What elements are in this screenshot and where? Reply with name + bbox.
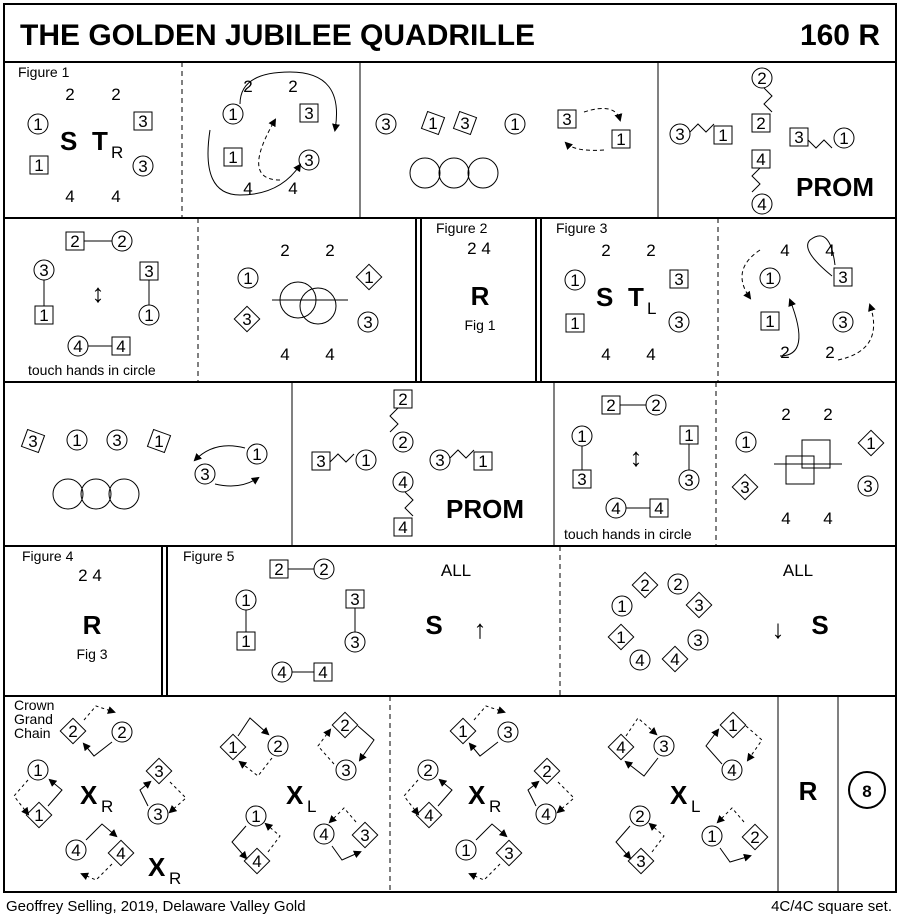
svg-text:1: 1: [718, 126, 728, 145]
svg-text:4: 4: [319, 825, 329, 844]
svg-text:1: 1: [684, 426, 694, 445]
svg-text:1: 1: [144, 306, 154, 325]
svg-text:1: 1: [510, 115, 520, 134]
svg-text:4: 4: [277, 663, 287, 682]
svg-text:4: 4: [424, 806, 434, 825]
svg-text:2: 2: [288, 77, 298, 96]
svg-text:3: 3: [28, 432, 38, 451]
svg-text:2: 2: [780, 343, 790, 362]
svg-text:4: 4: [325, 345, 335, 364]
svg-text:L: L: [307, 797, 317, 816]
svg-text:1: 1: [251, 807, 261, 826]
figure-3-label: Figure 3: [556, 220, 608, 236]
svg-text:1: 1: [478, 452, 488, 471]
svg-text:1: 1: [33, 761, 43, 780]
svg-text:2: 2: [325, 241, 335, 260]
svg-text:2: 2: [68, 722, 78, 741]
svg-text:4: 4: [116, 337, 126, 356]
svg-text:S: S: [811, 610, 829, 640]
svg-text:S: S: [596, 282, 614, 312]
svg-text:2: 2: [111, 85, 121, 104]
svg-text:4: 4: [398, 473, 408, 492]
svg-text:4: 4: [670, 650, 680, 669]
svg-text:1: 1: [765, 269, 775, 288]
svg-text:1: 1: [33, 115, 43, 134]
svg-text:4: 4: [73, 337, 83, 356]
crown-label-line-2: Grand: [14, 711, 53, 727]
svg-text:3: 3: [304, 104, 314, 123]
svg-text:1: 1: [228, 738, 238, 757]
svg-text:3: 3: [350, 590, 360, 609]
svg-text:1: 1: [570, 314, 580, 333]
svg-text:T: T: [628, 282, 644, 312]
svg-text:1: 1: [866, 434, 876, 453]
svg-text:↓: ↓: [771, 614, 785, 644]
footer-credit: Geoffrey Selling, 2019, Delaware Valley Gold: [6, 898, 306, 915]
all-label-2: ALL: [782, 561, 814, 580]
svg-text:3: 3: [381, 115, 391, 134]
svg-text:↕: ↕: [91, 278, 105, 308]
svg-text:1: 1: [241, 632, 251, 651]
row-5: [14, 696, 885, 892]
svg-text:4: 4: [757, 195, 767, 214]
svg-text:1: 1: [728, 716, 738, 735]
svg-text:1: 1: [839, 129, 849, 148]
svg-text:4: 4: [727, 761, 737, 780]
footer-formation: 4C/4C square set.: [771, 898, 892, 915]
svg-text:2: 2: [542, 762, 552, 781]
svg-text:4: 4: [780, 241, 790, 260]
svg-text:3: 3: [460, 114, 470, 133]
svg-text:R: R: [101, 797, 114, 816]
svg-text:2: 2: [117, 232, 127, 251]
figure-4-label: Figure 4: [22, 548, 74, 564]
svg-text:3: 3: [838, 268, 848, 287]
svg-text:X: X: [468, 780, 486, 810]
svg-text:2: 2: [243, 77, 253, 96]
svg-text:1: 1: [461, 841, 471, 860]
svg-text:2: 2: [319, 560, 329, 579]
svg-text:S: S: [425, 610, 443, 640]
crown-label-line-1: Crown: [14, 697, 55, 713]
svg-text:L: L: [647, 299, 657, 318]
svg-text:2: 2: [70, 232, 80, 251]
svg-text:2: 2: [117, 723, 127, 742]
svg-text:4: 4: [280, 345, 290, 364]
svg-text:3: 3: [153, 805, 163, 824]
svg-text:4: 4: [823, 509, 833, 528]
touch-hands-label-1: touch hands in circle: [28, 362, 156, 378]
step-s: S: [60, 126, 78, 156]
svg-text:1: 1: [252, 445, 262, 464]
svg-text:3: 3: [154, 762, 164, 781]
svg-text:X: X: [80, 780, 98, 810]
svg-text:1: 1: [34, 806, 44, 825]
svg-text:3: 3: [684, 471, 694, 490]
svg-text:4: 4: [318, 663, 328, 682]
svg-text:2: 2: [398, 390, 408, 409]
svg-text:3: 3: [200, 465, 210, 484]
svg-text:X: X: [286, 780, 304, 810]
svg-text:4: 4: [654, 499, 664, 518]
svg-text:3: 3: [316, 452, 326, 471]
svg-text:2: 2: [750, 828, 760, 847]
svg-text:X: X: [148, 852, 166, 882]
svg-text:3: 3: [138, 157, 148, 176]
svg-text:4: 4: [635, 651, 645, 670]
svg-text:R: R: [111, 143, 124, 162]
svg-text:2: 2: [635, 807, 645, 826]
svg-text:1: 1: [570, 271, 580, 290]
svg-text:4: 4: [646, 345, 656, 364]
svg-text:Fig 1: Fig 1: [464, 317, 496, 333]
svg-text:R: R: [489, 797, 502, 816]
svg-text:4: 4: [243, 179, 253, 198]
svg-text:4: 4: [781, 509, 791, 528]
svg-text:2: 2: [673, 575, 683, 594]
svg-text:1: 1: [34, 156, 44, 175]
step-t: T: [92, 126, 108, 156]
svg-text:2: 2: [423, 761, 433, 780]
svg-text:3: 3: [363, 313, 373, 332]
svg-text:1: 1: [228, 105, 238, 124]
figure-2-label: Figure 2: [436, 220, 488, 236]
svg-text:3: 3: [304, 151, 314, 170]
svg-text:4: 4: [616, 738, 626, 757]
svg-text:2: 2: [757, 69, 767, 88]
svg-text:3: 3: [740, 478, 750, 497]
svg-text:3: 3: [39, 261, 49, 280]
svg-text:R: R: [169, 869, 182, 888]
svg-text:1: 1: [39, 306, 49, 325]
bars-count: 8: [862, 782, 872, 801]
svg-text:2: 2: [65, 85, 75, 104]
row-1: [18, 62, 874, 218]
svg-text:3: 3: [112, 431, 122, 450]
svg-text:1: 1: [765, 312, 775, 331]
svg-text:1: 1: [428, 114, 438, 133]
svg-text:3: 3: [577, 470, 587, 489]
svg-text:2: 2: [273, 737, 283, 756]
svg-text:4: 4: [65, 187, 75, 206]
svg-text:2 4: 2 4: [467, 239, 491, 258]
figure-4-repeat: R: [82, 610, 102, 640]
svg-text:2: 2: [280, 241, 290, 260]
figure-5-label: Figure 5: [183, 548, 235, 564]
svg-text:3: 3: [242, 310, 252, 329]
svg-text:3: 3: [504, 844, 514, 863]
svg-text:3: 3: [659, 737, 669, 756]
svg-text:2: 2: [646, 241, 656, 260]
svg-text:3: 3: [674, 270, 684, 289]
svg-text:3: 3: [675, 125, 685, 144]
svg-text:1: 1: [616, 628, 626, 647]
svg-text:3: 3: [693, 631, 703, 650]
all-label-1: ALL: [440, 561, 472, 580]
svg-text:2: 2: [640, 576, 650, 595]
svg-text:1: 1: [243, 269, 253, 288]
prom-label-2: PROM: [446, 494, 524, 524]
svg-text:1: 1: [577, 427, 587, 446]
svg-text:3: 3: [838, 313, 848, 332]
svg-text:4: 4: [252, 852, 262, 871]
svg-text:1: 1: [616, 130, 626, 149]
touch-hands-label-2: touch hands in circle: [564, 526, 692, 542]
svg-text:2: 2: [274, 560, 284, 579]
svg-text:2: 2: [825, 343, 835, 362]
svg-text:2: 2: [398, 433, 408, 452]
svg-text:2: 2: [340, 716, 350, 735]
figure-1-label: Figure 1: [18, 64, 70, 80]
svg-text:4: 4: [288, 179, 298, 198]
svg-text:2: 2: [606, 396, 616, 415]
svg-text:3: 3: [350, 633, 360, 652]
svg-text:1: 1: [241, 591, 251, 610]
svg-text:3: 3: [794, 128, 804, 147]
svg-text:3: 3: [144, 262, 154, 281]
figure-2-repeat: R: [470, 281, 490, 311]
svg-text:4: 4: [111, 187, 121, 206]
svg-text:3: 3: [360, 826, 370, 845]
svg-text:1: 1: [361, 451, 371, 470]
row-4: [22, 546, 829, 696]
svg-text:4: 4: [71, 841, 81, 860]
row-2: [28, 218, 874, 382]
svg-text:1: 1: [458, 722, 468, 741]
svg-text:1: 1: [617, 597, 627, 616]
svg-text:3: 3: [694, 596, 704, 615]
svg-text:1: 1: [741, 433, 751, 452]
svg-text:2 4: 2 4: [78, 566, 102, 585]
svg-text:4: 4: [116, 844, 126, 863]
svg-text:3: 3: [503, 723, 513, 742]
svg-text:X: X: [670, 780, 688, 810]
svg-text:2: 2: [601, 241, 611, 260]
svg-text:2: 2: [756, 114, 766, 133]
svg-text:4: 4: [825, 241, 835, 260]
svg-text:1: 1: [228, 148, 238, 167]
svg-text:4: 4: [398, 518, 408, 537]
dance-meta: 160 R: [799, 19, 880, 52]
crown-label-line-3: Chain: [14, 725, 51, 741]
svg-text:2: 2: [651, 396, 661, 415]
svg-text:3: 3: [435, 451, 445, 470]
svg-text:Fig 3: Fig 3: [76, 646, 108, 662]
final-repeat: R: [798, 776, 818, 806]
svg-text:3: 3: [636, 852, 646, 871]
svg-text:3: 3: [341, 761, 351, 780]
svg-text:4: 4: [756, 150, 766, 169]
row-3: [21, 382, 883, 546]
svg-text:4: 4: [601, 345, 611, 364]
svg-text:↑: ↑: [473, 614, 487, 644]
svg-text:3: 3: [674, 313, 684, 332]
dance-title: THE GOLDEN JUBILEE QUADRILLE: [20, 19, 536, 52]
svg-text:3: 3: [863, 477, 873, 496]
svg-text:2: 2: [781, 405, 791, 424]
svg-text:3: 3: [138, 112, 148, 131]
svg-text:L: L: [691, 797, 701, 816]
svg-text:3: 3: [562, 110, 572, 129]
svg-text:1: 1: [364, 268, 374, 287]
svg-text:↕: ↕: [629, 442, 643, 472]
svg-text:2: 2: [823, 405, 833, 424]
svg-text:1: 1: [154, 432, 164, 451]
svg-text:4: 4: [541, 805, 551, 824]
svg-text:1: 1: [707, 827, 717, 846]
row-frames: [4, 62, 896, 892]
svg-text:1: 1: [72, 431, 82, 450]
svg-text:4: 4: [611, 499, 621, 518]
prom-label-1: PROM: [796, 172, 874, 202]
